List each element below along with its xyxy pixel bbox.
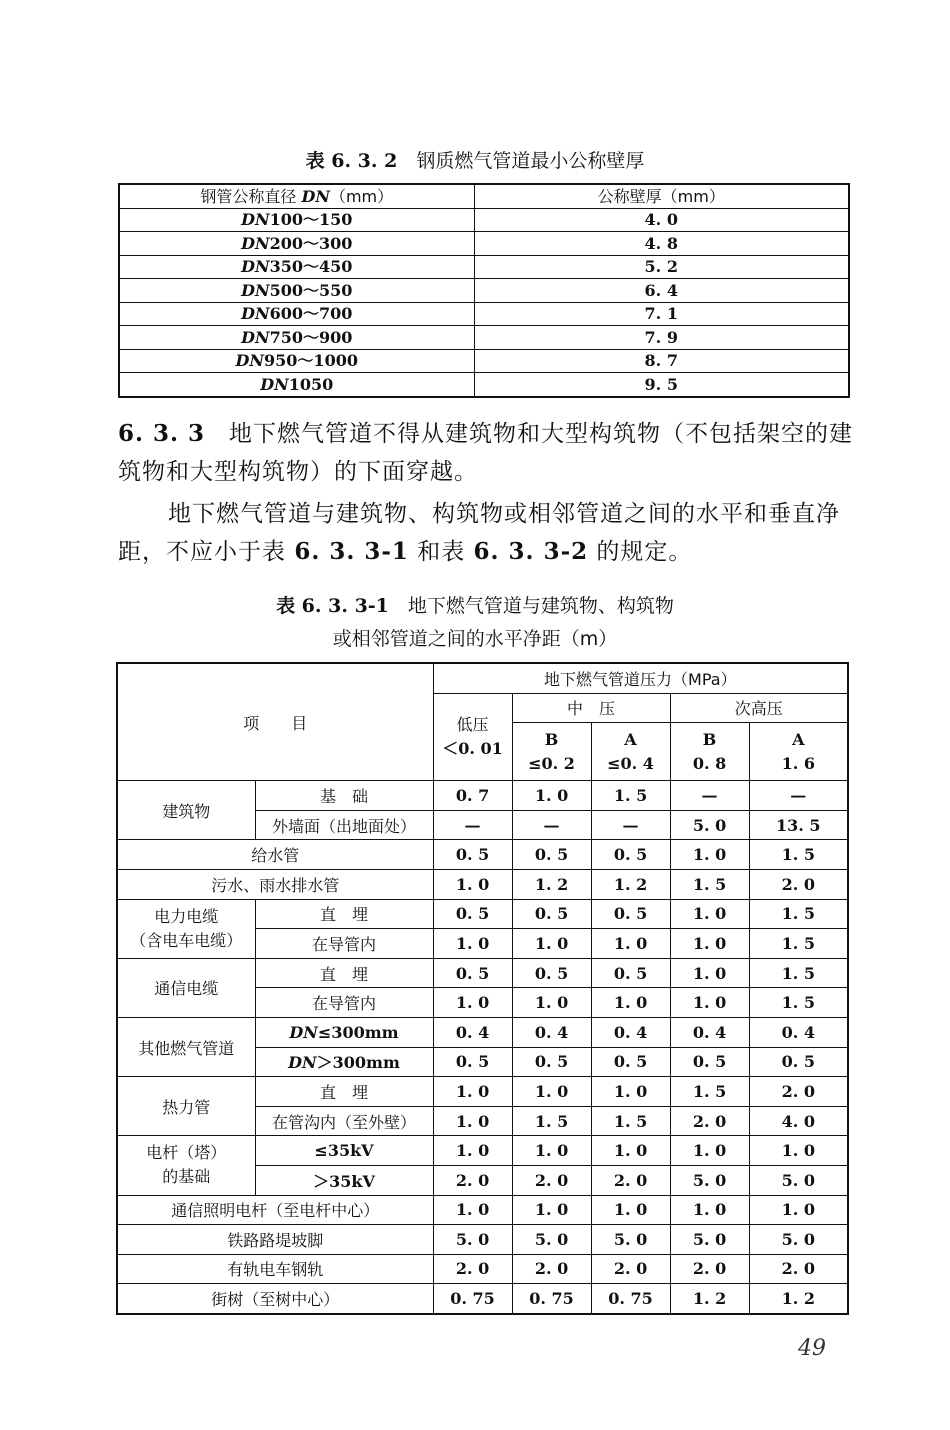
- table1-row: [119, 373, 849, 397]
- para2-ref2: 6. 3. 3-2: [473, 538, 589, 565]
- value-cell: 2. 0: [433, 1254, 512, 1284]
- label-railway: 铁路路堤坡脚: [117, 1225, 433, 1255]
- clause-6-3-3: [118, 415, 858, 491]
- para2-text-a: 地下燃气管道与建筑物、构筑物或相邻管道之间的水平和垂直净距，不应小于表: [118, 501, 840, 565]
- table1-row: [119, 326, 849, 350]
- value-cell: 0. 5: [512, 1047, 591, 1077]
- table2-header-ma: [591, 723, 670, 781]
- dn-italic: DN: [241, 280, 270, 300]
- value-cell: 1. 0: [591, 1077, 670, 1107]
- low-label: 低压: [456, 714, 489, 734]
- mb-label: B: [544, 729, 559, 749]
- row-heat-direct: [117, 1077, 848, 1107]
- table2-header-medium: 中 压: [512, 693, 670, 723]
- pole-line2: 的基础: [162, 1167, 211, 1187]
- value-cell: 1. 5: [749, 958, 848, 988]
- value-cell: 1. 0: [512, 1136, 591, 1166]
- para2-text-b: 和表: [408, 539, 474, 565]
- value-cell: 1. 0: [749, 1195, 848, 1225]
- dn-italic: DN: [260, 374, 289, 394]
- value-cell: 0. 5: [670, 1047, 749, 1077]
- value-cell: 0. 5: [591, 840, 670, 870]
- label-street-tree: 街树（至树中心）: [117, 1284, 433, 1314]
- value-cell: 1. 0: [670, 988, 749, 1018]
- dn-range: 750～900: [269, 327, 353, 347]
- value-cell: 1. 0: [433, 929, 512, 959]
- mb-value: ≤0. 2: [528, 753, 575, 773]
- value-cell: 1. 0: [512, 988, 591, 1018]
- value-cell: 1. 0: [670, 899, 749, 929]
- table1-wall-thickness: [118, 183, 850, 398]
- value-cell: 1. 0: [670, 958, 749, 988]
- value-cell: 1. 0: [433, 988, 512, 1018]
- table1-thickness-cell: 9. 5: [474, 373, 849, 397]
- value-cell: 4. 0: [749, 1106, 848, 1136]
- group-building: 建筑物: [117, 781, 255, 840]
- table1-thickness-cell: 7. 1: [474, 302, 849, 326]
- pole-line1: 电杆（塔）: [146, 1143, 227, 1163]
- table1-thickness-cell: 4. 8: [474, 232, 849, 256]
- row-pole-le35: [117, 1136, 848, 1166]
- value-cell: 2. 0: [670, 1254, 749, 1284]
- value-cell: —: [749, 781, 848, 811]
- value-cell: 1. 5: [749, 988, 848, 1018]
- value-cell: 5. 0: [749, 1225, 848, 1255]
- label-dn-gt300: [255, 1047, 433, 1077]
- value-cell: 5. 0: [749, 1165, 848, 1195]
- value-cell: 2. 0: [433, 1165, 512, 1195]
- para2-text-c: 的规定。: [588, 539, 693, 565]
- hb-value: 0. 8: [692, 753, 727, 773]
- table1-row: [119, 349, 849, 373]
- value-cell: 1. 2: [591, 869, 670, 899]
- table1-header-dn: 钢管公称直径 DN（mm）: [119, 184, 474, 208]
- table1-dn-cell: [119, 326, 474, 350]
- table2-header-item: 项 目: [117, 663, 433, 781]
- value-cell: —: [670, 781, 749, 811]
- row-water-supply: [117, 840, 848, 870]
- value-cell: 2. 0: [591, 1254, 670, 1284]
- value-cell: 1. 5: [591, 1106, 670, 1136]
- label-water-supply: 给水管: [117, 840, 433, 870]
- clause-6-3-3-para2: [118, 495, 858, 571]
- value-cell: 0. 75: [591, 1284, 670, 1314]
- value-cell: 1. 0: [749, 1136, 848, 1166]
- label-dn-le300: [255, 1017, 433, 1047]
- value-cell: 1. 0: [591, 1195, 670, 1225]
- value-cell: 5. 0: [591, 1225, 670, 1255]
- table1-dn-cell: [119, 373, 474, 397]
- value-cell: 1. 0: [670, 1136, 749, 1166]
- label-outer-wall: 外墙面（出地面处）: [255, 810, 433, 840]
- table1-caption-number: 表 6. 3. 2: [305, 150, 398, 172]
- value-cell: 1. 0: [512, 929, 591, 959]
- low-value: ＜0. 01: [442, 738, 503, 758]
- label-direct-burial: 直 埋: [255, 899, 433, 929]
- value-cell: 0. 7: [433, 781, 512, 811]
- value-cell: 1. 5: [670, 1077, 749, 1107]
- value-cell: 1. 0: [433, 1106, 512, 1136]
- label-direct-burial-3: 直 埋: [255, 1077, 433, 1107]
- value-cell: 1. 0: [433, 1136, 512, 1166]
- table1-row: [119, 208, 849, 232]
- row-lighting-pole: [117, 1195, 848, 1225]
- table1-row: [119, 302, 849, 326]
- table2-horizontal-clearance: [116, 662, 849, 1315]
- value-cell: 5. 0: [670, 1165, 749, 1195]
- table2-caption-line1: [0, 591, 950, 618]
- row-power-direct: [117, 899, 848, 929]
- table2-header-subhigh: 次高压: [670, 693, 848, 723]
- label-gt35: ＞35kV: [255, 1165, 433, 1195]
- value-cell: 0. 5: [433, 958, 512, 988]
- row-sewage: [117, 869, 848, 899]
- clause-text: 地下燃气管道不得从建筑物和大型构筑物（不包括架空的建筑物和大型构筑物）的下面穿越。: [118, 421, 854, 485]
- value-cell: 1. 0: [591, 988, 670, 1018]
- dn-italic: DN: [289, 1022, 318, 1042]
- value-cell: 2. 0: [749, 1254, 848, 1284]
- value-cell: 0. 5: [591, 1047, 670, 1077]
- table1-dn-cell: [119, 255, 474, 279]
- dn-italic: DN: [241, 210, 270, 230]
- value-cell: 1. 5: [749, 840, 848, 870]
- ma-value: ≤0. 4: [607, 753, 654, 773]
- dn-italic: DN: [241, 257, 270, 277]
- hb-label: B: [702, 729, 717, 749]
- value-cell: 0. 5: [512, 840, 591, 870]
- label-le35: ≤35kV: [255, 1136, 433, 1166]
- value-cell: 1. 0: [433, 1077, 512, 1107]
- dn-italic: DN: [241, 327, 270, 347]
- power-cable-line1: 电力电缆: [154, 906, 219, 926]
- dn-range: 600～700: [269, 304, 353, 324]
- row-foundation: [117, 781, 848, 811]
- label-sewage: 污水、雨水排水管: [117, 869, 433, 899]
- row-tram-rail: [117, 1254, 848, 1284]
- dn-italic: DN: [288, 1053, 317, 1073]
- table1-caption-title: 钢质燃气管道最小公称壁厚: [416, 150, 645, 172]
- table1-dn-cell: [119, 279, 474, 303]
- value-cell: 0. 4: [433, 1017, 512, 1047]
- value-cell: 2. 0: [749, 869, 848, 899]
- table2-header-ha: [749, 723, 848, 781]
- value-cell: 2. 0: [512, 1254, 591, 1284]
- value-cell: 0. 5: [591, 958, 670, 988]
- dn-range: 100～150: [269, 210, 353, 230]
- value-cell: 0. 75: [512, 1284, 591, 1314]
- group-power-cable: [117, 899, 255, 958]
- table1-row: [119, 255, 849, 279]
- table2-header-row1: [117, 663, 848, 693]
- dn-range: 200～300: [269, 233, 353, 253]
- dn-range: 1050: [288, 374, 334, 394]
- table1-header-row: [119, 184, 849, 208]
- value-cell: 2. 0: [670, 1106, 749, 1136]
- group-other-gas: 其他燃气管道: [117, 1017, 255, 1076]
- value-cell: 0. 5: [591, 899, 670, 929]
- value-cell: 1. 0: [433, 1195, 512, 1225]
- value-cell: 0. 5: [433, 840, 512, 870]
- value-cell: 0. 4: [670, 1017, 749, 1047]
- value-cell: 1. 0: [512, 781, 591, 811]
- label-in-conduit: 在导管内: [255, 929, 433, 959]
- clause-number: 6. 3. 3: [118, 420, 206, 447]
- dn-gt-text: ＞300mm: [316, 1053, 400, 1073]
- value-cell: 1. 2: [749, 1284, 848, 1314]
- value-cell: 0. 4: [512, 1017, 591, 1047]
- value-cell: 5. 0: [670, 1225, 749, 1255]
- label-in-conduit-2: 在导管内: [255, 988, 433, 1018]
- value-cell: 0. 5: [749, 1047, 848, 1077]
- dn-range: 350～450: [269, 257, 353, 277]
- value-cell: 1. 5: [670, 869, 749, 899]
- table1-dn-cell: [119, 349, 474, 373]
- table2-caption-number: 表 6. 3. 3-1: [276, 595, 389, 617]
- value-cell: —: [591, 810, 670, 840]
- table2-caption-line2: 或相邻管道之间的水平净距（m）: [332, 628, 618, 650]
- label-lighting-pole: 通信照明电杆（至电杆中心）: [117, 1195, 433, 1225]
- table2-caption-text1: 地下燃气管道与建筑物、构筑物: [407, 595, 674, 617]
- row-gas-le300: [117, 1017, 848, 1047]
- value-cell: 1. 0: [670, 929, 749, 959]
- dn-range: 500～550: [269, 280, 353, 300]
- value-cell: 0. 5: [433, 1047, 512, 1077]
- table1-thickness-cell: 8. 7: [474, 349, 849, 373]
- table1-thickness-cell: 6. 4: [474, 279, 849, 303]
- table2-header-low: [433, 693, 512, 781]
- value-cell: 1. 0: [591, 929, 670, 959]
- para2-ref1: 6. 3. 3-1: [294, 538, 409, 565]
- table2-header-hb: [670, 723, 749, 781]
- table1-thickness-cell: 5. 2: [474, 255, 849, 279]
- value-cell: 5. 0: [433, 1225, 512, 1255]
- value-cell: 1. 0: [591, 1136, 670, 1166]
- value-cell: —: [433, 810, 512, 840]
- row-telecom-direct: [117, 958, 848, 988]
- table1-thickness-cell: 7. 9: [474, 326, 849, 350]
- value-cell: 1. 5: [591, 781, 670, 811]
- page-number: 49: [798, 1336, 826, 1361]
- value-cell: 2. 0: [512, 1165, 591, 1195]
- table1-dn-cell: [119, 208, 474, 232]
- power-cable-line2: （含电车电缆）: [130, 930, 243, 950]
- group-pole: [117, 1136, 255, 1195]
- value-cell: 1. 2: [512, 869, 591, 899]
- value-cell: 0. 5: [512, 899, 591, 929]
- label-foundation: 基 础: [255, 781, 433, 811]
- row-railway: [117, 1225, 848, 1255]
- table1-thickness-cell: 4. 0: [474, 208, 849, 232]
- group-heat-pipe: 热力管: [117, 1077, 255, 1136]
- ma-label: A: [624, 729, 637, 749]
- value-cell: 2. 0: [749, 1077, 848, 1107]
- value-cell: 0. 5: [433, 899, 512, 929]
- table2-header-pressure: 地下燃气管道压力（MPa）: [433, 663, 848, 693]
- table1-row: [119, 232, 849, 256]
- table1-caption: [0, 146, 950, 173]
- dn-italic: DN: [241, 304, 270, 324]
- value-cell: 5. 0: [670, 810, 749, 840]
- value-cell: 1. 5: [512, 1106, 591, 1136]
- table1-dn-cell: [119, 302, 474, 326]
- ha-value: 1. 6: [781, 753, 815, 773]
- row-street-tree: [117, 1284, 848, 1314]
- dn-italic: DN: [235, 351, 265, 371]
- value-cell: 0. 5: [512, 958, 591, 988]
- table1-header-thickness: 公称壁厚（mm）: [474, 184, 849, 208]
- value-cell: 13. 5: [749, 810, 848, 840]
- dn-italic: DN: [241, 233, 270, 253]
- dn-le-text: ≤300mm: [317, 1022, 399, 1042]
- table2-header-mb: [512, 723, 591, 781]
- value-cell: 1. 5: [749, 899, 848, 929]
- value-cell: 1. 0: [670, 1195, 749, 1225]
- value-cell: 1. 0: [512, 1195, 591, 1225]
- ha-label: A: [792, 729, 805, 749]
- value-cell: 5. 0: [512, 1225, 591, 1255]
- value-cell: 0. 4: [591, 1017, 670, 1047]
- label-tram-rail: 有轨电车钢轨: [117, 1254, 433, 1284]
- value-cell: 0. 4: [749, 1017, 848, 1047]
- value-cell: 0. 75: [433, 1284, 512, 1314]
- table1-row: [119, 279, 849, 303]
- value-cell: 1. 0: [512, 1077, 591, 1107]
- value-cell: 1. 5: [749, 929, 848, 959]
- value-cell: —: [512, 810, 591, 840]
- value-cell: 2. 0: [591, 1165, 670, 1195]
- value-cell: 1. 0: [433, 869, 512, 899]
- group-telecom-cable: 通信电缆: [117, 958, 255, 1017]
- value-cell: 1. 0: [670, 840, 749, 870]
- label-direct-burial-2: 直 埋: [255, 958, 433, 988]
- label-in-trench: 在管沟内（至外壁）: [255, 1106, 433, 1136]
- table1-dn-cell: [119, 232, 474, 256]
- value-cell: 1. 2: [670, 1284, 749, 1314]
- dn-range: 950～1000: [264, 351, 358, 371]
